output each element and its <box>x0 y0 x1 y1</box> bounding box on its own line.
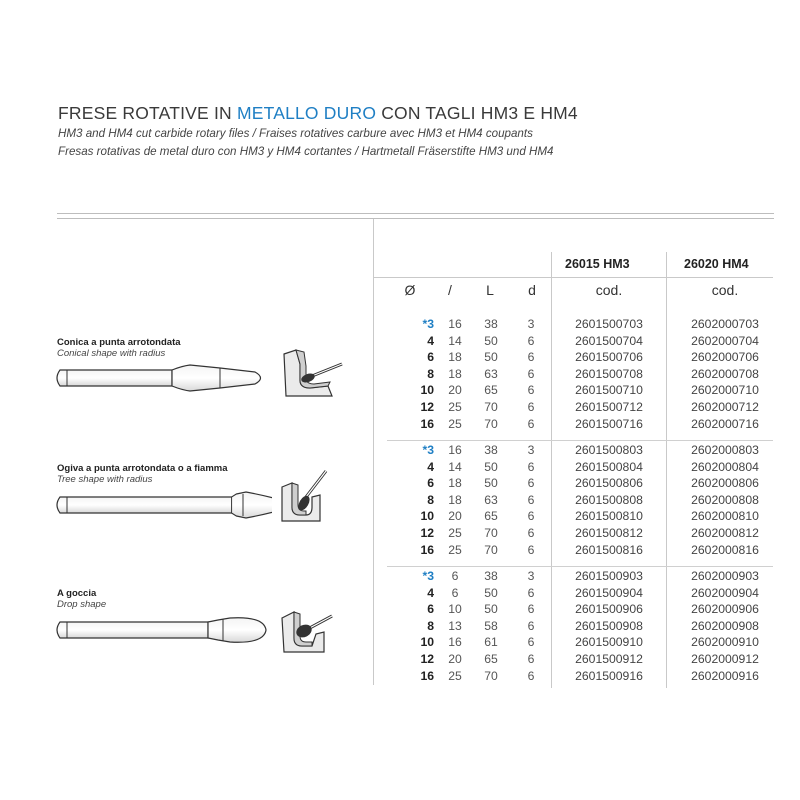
code-hm3-cell: 2601500708 <box>575 366 643 381</box>
cutting-length-cell: 14 <box>448 333 462 348</box>
header-cutting-length: / <box>448 282 452 298</box>
cutting-length-cell: 20 <box>448 652 462 666</box>
total-length-cell: 63 <box>484 366 498 381</box>
shank-diameter-cell: 6 <box>527 585 535 600</box>
tree-burr-icon <box>50 488 272 522</box>
table-row <box>380 442 773 459</box>
diameter-cell: 4 <box>427 459 434 474</box>
shank-diameter-cell: 6 <box>527 542 535 557</box>
title-part-1: FRESE ROTATIVE IN <box>58 103 237 123</box>
shank-diameter-cell: 6 <box>527 509 535 524</box>
code-hm3-cell: 2601500806 <box>575 476 643 491</box>
total-length-cell: 58 <box>484 618 498 633</box>
table-row <box>380 475 773 492</box>
total-length-cell: 63 <box>484 492 498 507</box>
diameter-cell: 6 <box>427 476 434 491</box>
shank-diameter-cell: 3 <box>527 317 535 331</box>
group-separator <box>387 440 773 441</box>
code-hm3-cell: 2601500910 <box>575 635 643 650</box>
code-hm4-cell: 2602000808 <box>691 492 759 507</box>
table-row <box>380 568 773 585</box>
shank-diameter-cell: 3 <box>527 569 535 583</box>
total-length-cell: 65 <box>484 509 498 524</box>
diameter-cell: *3 <box>422 443 434 457</box>
total-length-cell: 70 <box>484 542 498 557</box>
shape-name-drop: A goccia <box>57 588 97 599</box>
table-row <box>380 459 773 476</box>
drop-burr-icon <box>50 612 272 648</box>
code-hm3-cell: 2601500903 <box>575 569 643 583</box>
shape-name-conical: Conica a punta arrotondata <box>57 337 181 348</box>
header-hm4: 26020 HM4 <box>684 257 749 271</box>
code-hm3-cell: 2601500716 <box>575 416 643 431</box>
code-hm4-cell: 2602000906 <box>691 602 759 617</box>
table-row <box>380 651 773 668</box>
page-title <box>58 103 578 124</box>
shank-diameter-cell: 6 <box>527 476 535 491</box>
table-row <box>380 585 773 602</box>
code-hm4-cell: 2602000812 <box>691 526 759 540</box>
cutting-length-cell: 18 <box>448 476 462 491</box>
total-length-cell: 50 <box>484 333 498 348</box>
cutting-length-cell: 18 <box>448 492 462 507</box>
code-hm4-cell: 2602000810 <box>691 509 759 524</box>
header-hm3: 26015 HM3 <box>565 257 630 271</box>
shank-diameter-cell: 6 <box>527 618 535 633</box>
shank-diameter-cell: 6 <box>527 350 535 365</box>
cutting-length-cell: 16 <box>448 443 462 457</box>
diameter-cell: 12 <box>420 526 434 540</box>
shank-diameter-cell: 6 <box>527 416 535 431</box>
total-length-cell: 38 <box>484 443 498 457</box>
diameter-cell: 10 <box>420 635 434 650</box>
cutting-length-cell: 25 <box>448 668 462 683</box>
code-hm3-cell: 2601500906 <box>575 602 643 617</box>
code-hm3-cell: 2601500804 <box>575 459 643 474</box>
code-hm4-cell: 2602000703 <box>691 317 759 331</box>
shank-diameter-cell: 6 <box>527 400 535 414</box>
code-hm3-cell: 2601500812 <box>575 526 643 540</box>
diameter-cell: *3 <box>422 569 434 583</box>
code-hm4-cell: 2602000806 <box>691 476 759 491</box>
cutting-length-cell: 6 <box>451 585 459 600</box>
table-row <box>380 668 773 685</box>
cutting-length-cell: 25 <box>448 400 462 414</box>
diameter-cell: 16 <box>420 416 434 431</box>
shape-desc-tree: Tree shape with radius <box>57 474 153 485</box>
tree-application-icon <box>276 467 336 527</box>
cutting-length-cell: 18 <box>448 350 462 365</box>
code-hm4-cell: 2602000910 <box>691 635 759 650</box>
cutting-length-cell: 13 <box>448 618 462 633</box>
header-code-hm4: cod. <box>711 282 739 298</box>
code-hm3-cell: 2601500912 <box>575 652 643 666</box>
cutting-length-cell: 16 <box>448 317 462 331</box>
code-hm3-cell: 2601500908 <box>575 618 643 633</box>
code-hm4-cell: 2602000903 <box>691 569 759 583</box>
total-length-cell: 70 <box>484 400 498 414</box>
shank-diameter-cell: 3 <box>527 443 535 457</box>
code-hm3-cell: 2601500916 <box>575 668 643 683</box>
total-length-cell: 38 <box>484 569 498 583</box>
cutting-length-cell: 14 <box>448 459 462 474</box>
title-part-2: CON TAGLI HM3 E HM4 <box>376 103 578 123</box>
shape-name-tree: Ogiva a punta arrotondata o a fiamma <box>57 463 228 474</box>
diameter-cell: 16 <box>420 542 434 557</box>
diameter-cell: 4 <box>427 333 434 348</box>
shank-diameter-cell: 6 <box>527 602 535 617</box>
total-length-cell: 38 <box>484 317 498 331</box>
table-row <box>380 399 773 416</box>
table-left-border <box>373 219 374 685</box>
total-length-cell: 50 <box>484 459 498 474</box>
code-hm4-cell: 2602000716 <box>691 416 759 431</box>
code-hm4-cell: 2602000704 <box>691 333 759 348</box>
cutting-length-cell: 20 <box>448 383 462 398</box>
total-length-cell: 50 <box>484 585 498 600</box>
cutting-length-cell: 18 <box>448 366 462 381</box>
code-hm3-cell: 2601500904 <box>575 585 643 600</box>
code-hm3-cell: 2601500810 <box>575 509 643 524</box>
header-total-length: L <box>486 282 494 298</box>
code-hm3-cell: 2601500706 <box>575 350 643 365</box>
drop-application-icon <box>276 598 346 656</box>
total-length-cell: 50 <box>484 602 498 617</box>
table-row <box>380 508 773 525</box>
code-hm3-cell: 2601500816 <box>575 542 643 557</box>
code-hm4-cell: 2602000816 <box>691 542 759 557</box>
diameter-cell: 16 <box>420 668 434 683</box>
code-hm4-cell: 2602000912 <box>691 652 759 666</box>
total-length-cell: 65 <box>484 383 498 398</box>
diameter-cell: 6 <box>427 602 434 617</box>
shank-diameter-cell: 6 <box>527 635 535 650</box>
divider-top-second <box>57 218 774 219</box>
conical-application-icon <box>276 346 346 401</box>
code-hm3-cell: 2601500710 <box>575 383 643 398</box>
diameter-cell: *3 <box>422 317 434 331</box>
table-row <box>380 333 773 350</box>
code-hm4-cell: 2602000904 <box>691 585 759 600</box>
divider-top <box>57 213 774 214</box>
subtitle-spanish-german: Fresas rotativas de metal duro con HM3 y HM4 cortantes / Hartmetall Fräserstifte HM3 und HM4 <box>58 145 554 158</box>
diameter-cell: 12 <box>420 400 434 414</box>
cutting-length-cell: 16 <box>448 635 462 650</box>
table-row <box>380 634 773 651</box>
table-row <box>380 366 773 383</box>
code-hm4-cell: 2602000803 <box>691 443 759 457</box>
shank-diameter-cell: 6 <box>527 668 535 683</box>
diameter-cell: 8 <box>427 618 434 633</box>
diameter-cell: 8 <box>427 492 434 507</box>
shank-diameter-cell: 6 <box>527 383 535 398</box>
total-length-cell: 70 <box>484 526 498 540</box>
shank-diameter-cell: 6 <box>527 492 535 507</box>
shape-desc-conical: Conical shape with radius <box>57 348 166 359</box>
subtitle-english-french: HM3 and HM4 cut carbide rotary files / Fraises rotatives carbure avec HM3 et HM4 coupants <box>58 127 533 140</box>
shank-diameter-cell: 6 <box>527 526 535 540</box>
code-hm3-cell: 2601500712 <box>575 400 643 414</box>
shape-desc-drop: Drop shape <box>57 599 107 610</box>
diameter-cell: 10 <box>420 383 434 398</box>
diameter-cell: 8 <box>427 366 434 381</box>
total-length-cell: 70 <box>484 668 498 683</box>
table-row <box>380 316 773 333</box>
diameter-cell: 10 <box>420 509 434 524</box>
total-length-cell: 70 <box>484 416 498 431</box>
cutting-length-cell: 20 <box>448 509 462 524</box>
total-length-cell: 50 <box>484 476 498 491</box>
total-length-cell: 61 <box>484 635 498 650</box>
header-code-hm3: cod. <box>595 282 623 298</box>
code-hm4-cell: 2602000916 <box>691 668 759 683</box>
code-hm3-cell: 2601500808 <box>575 492 643 507</box>
total-length-cell: 50 <box>484 350 498 365</box>
code-hm4-cell: 2602000708 <box>691 366 759 381</box>
table-row <box>380 349 773 366</box>
header-shank-diameter: d <box>528 282 536 298</box>
title-highlight: METALLO DURO <box>236 103 377 123</box>
table-row <box>380 601 773 618</box>
code-hm3-cell: 2601500803 <box>575 443 643 457</box>
code-hm4-cell: 2602000710 <box>691 383 759 398</box>
table-row <box>380 618 773 635</box>
code-hm3-cell: 2601500703 <box>575 317 643 331</box>
code-hm4-cell: 2602000706 <box>691 350 759 365</box>
group-separator <box>387 566 773 567</box>
cutting-length-cell: 25 <box>448 526 462 540</box>
code-hm4-cell: 2602000804 <box>691 459 759 474</box>
header-diameter: Ø <box>404 282 416 298</box>
table-row <box>380 382 773 399</box>
code-hm3-cell: 2601500704 <box>575 333 643 348</box>
shank-diameter-cell: 6 <box>527 459 535 474</box>
shank-diameter-cell: 6 <box>527 333 535 348</box>
cutting-length-cell: 25 <box>448 416 462 431</box>
table-row <box>380 525 773 542</box>
table-row <box>380 492 773 509</box>
conical-burr-icon <box>50 360 272 396</box>
table-header-divider <box>373 277 773 278</box>
cutting-length-cell: 25 <box>448 542 462 557</box>
table-row <box>380 542 773 559</box>
shank-diameter-cell: 6 <box>527 652 535 666</box>
diameter-cell: 12 <box>420 652 434 666</box>
cutting-length-cell: 6 <box>451 569 459 583</box>
cutting-length-cell: 10 <box>448 602 462 617</box>
total-length-cell: 65 <box>484 652 498 666</box>
shank-diameter-cell: 6 <box>527 366 535 381</box>
diameter-cell: 4 <box>427 585 434 600</box>
code-hm4-cell: 2602000712 <box>691 400 759 414</box>
table-row <box>380 416 773 433</box>
diameter-cell: 6 <box>427 350 434 365</box>
code-hm4-cell: 2602000908 <box>691 618 759 633</box>
